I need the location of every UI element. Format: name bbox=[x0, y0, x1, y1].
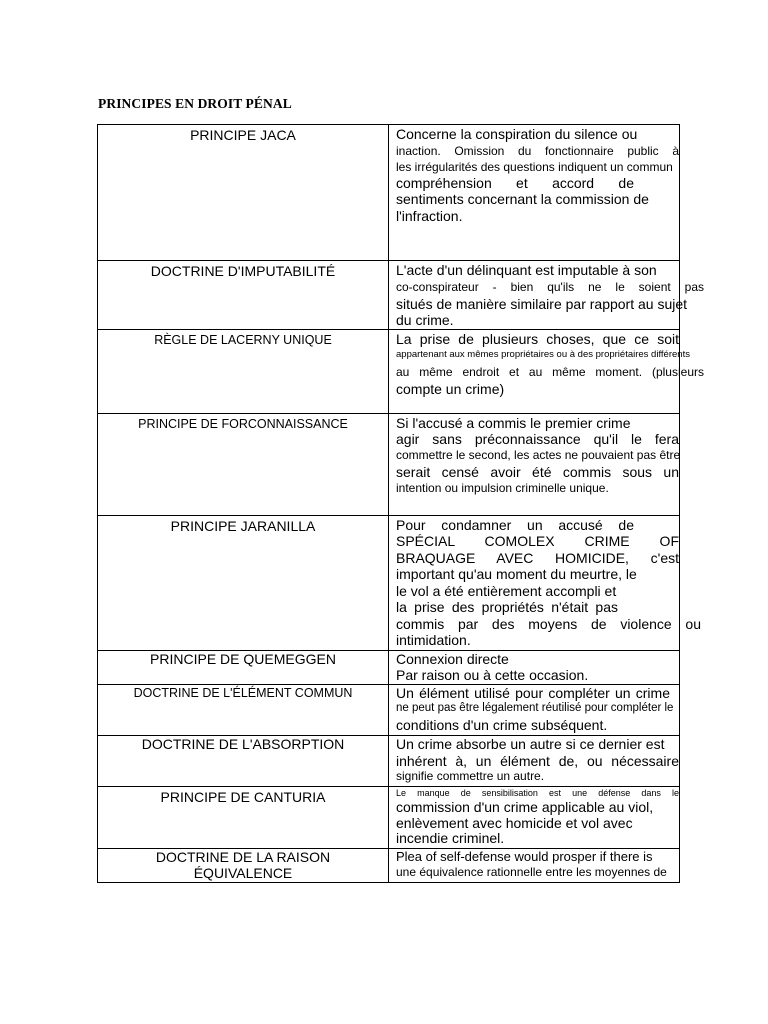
table-row bbox=[98, 736, 680, 787]
principle-name-cell bbox=[98, 787, 389, 849]
description-line: la prise des propriétés n'était pas bbox=[396, 599, 618, 615]
principle-description-cell bbox=[389, 125, 680, 261]
description-line: L'acte d'un délinquant est imputable à son bbox=[396, 262, 657, 278]
description-line: situés de manière similaire par rapport au sujet bbox=[396, 295, 688, 312]
table-row bbox=[98, 125, 680, 261]
table-row bbox=[98, 515, 680, 650]
principle-description bbox=[389, 330, 704, 398]
description-line: l'infraction. bbox=[396, 207, 463, 224]
principle-description bbox=[389, 125, 679, 224]
description-line: sentiments concernant la commission de bbox=[396, 191, 649, 207]
description-line: conditions d'un crime subséquent. bbox=[396, 717, 608, 733]
description-line: Un crime absorbe un autre si ce dernier est bbox=[396, 736, 665, 752]
description-line: Par raison ou à cette occasion. bbox=[396, 667, 589, 683]
description-line: agir sans préconnaissance qu'il le fera bbox=[396, 431, 679, 447]
principle-description-cell bbox=[389, 261, 704, 330]
description-line: le vol a été entièrement accompli et bbox=[396, 582, 617, 599]
description-line: au même endroit et au même moment. (plusieurs bbox=[396, 365, 704, 379]
principle-name bbox=[98, 849, 388, 881]
principle-description-cell bbox=[389, 736, 680, 787]
description-line: Un élément utilisé pour compléter un crime bbox=[396, 684, 670, 701]
principle-name-cell bbox=[98, 684, 389, 736]
principle-description bbox=[389, 736, 679, 784]
principle-name: PRINCIPE JARANILLA bbox=[170, 517, 316, 534]
principles-table bbox=[97, 124, 704, 883]
principle-description-cell bbox=[389, 515, 701, 650]
description-line: ne peut pas être légalement réutilisé pour compléter le bbox=[396, 702, 674, 714]
table-row bbox=[98, 684, 680, 736]
principle-description bbox=[389, 849, 679, 880]
principle-name: PRINCIPE DE QUEMEGGEN bbox=[150, 650, 336, 667]
principle-name-cell bbox=[98, 261, 389, 330]
description-line: Connexion directe bbox=[396, 650, 509, 667]
description-line: intimidation. bbox=[396, 632, 471, 648]
description-line: enlèvement avec homicide et vol avec bbox=[396, 815, 633, 831]
description-line: compréhension et accord de bbox=[396, 174, 634, 191]
description-line: serait censé avoir été commis sous un bbox=[396, 463, 679, 480]
principle-description-cell bbox=[389, 413, 680, 515]
principle-name: RÈGLE DE LACERNY UNIQUE bbox=[154, 332, 332, 347]
description-line: inhérent à, un élément de, ou nécessaire bbox=[396, 752, 679, 769]
principle-name: PRINCIPE DE FORCONNAISSANCE bbox=[138, 416, 348, 431]
principle-name: DOCTRINE DE L'ABSORPTION bbox=[141, 736, 345, 752]
description-line: une équivalence rationnelle entre les moyennes de bbox=[396, 865, 667, 879]
principle-name: DOCTRINE DE L'ÉLÉMENT COMMUN bbox=[133, 685, 353, 700]
principle-name-cell bbox=[98, 736, 389, 787]
description-line: Si l'accusé a commis le premier crime bbox=[396, 414, 631, 431]
principle-name: DOCTRINE D'IMPUTABILITÉ bbox=[150, 263, 336, 279]
description-line: signifie commettre un autre. bbox=[396, 769, 545, 783]
description-line: intention ou impulsion criminelle unique. bbox=[396, 480, 609, 495]
description-line: Plea of self-defense would prosper if there is bbox=[396, 849, 653, 864]
table-row bbox=[98, 329, 680, 413]
principle-description bbox=[389, 651, 679, 684]
document-title: PRINCIPES EN DROIT PÉNAL bbox=[98, 96, 292, 111]
principle-description bbox=[389, 516, 701, 649]
principle-description-cell bbox=[389, 329, 704, 413]
description-line: compte un crime) bbox=[396, 381, 505, 397]
description-line: SPÉCIAL COMOLEX CRIME OF bbox=[396, 533, 679, 549]
description-line: commettre le second, les actes ne pouvaient pas être bbox=[396, 447, 681, 462]
description-line: inaction. Omission du fonctionnaire public à bbox=[396, 143, 679, 158]
principle-name-cell bbox=[98, 125, 389, 261]
table-row bbox=[98, 413, 680, 515]
description-line: commis par des moyens de violence ou bbox=[396, 615, 701, 632]
description-line: appartenant aux mêmes propriétaires ou à des propriétaires différents bbox=[396, 349, 690, 360]
principle-description-cell bbox=[389, 849, 680, 883]
description-line: Le manque de sensibilisation est une défense dans le bbox=[396, 788, 679, 798]
principle-name-cell bbox=[98, 650, 389, 684]
principle-description bbox=[389, 414, 679, 496]
description-line: incendie criminel. bbox=[396, 830, 505, 846]
principle-name: PRINCIPE JACA bbox=[190, 127, 296, 143]
principle-description bbox=[389, 685, 679, 736]
principle-name-cell bbox=[98, 413, 389, 515]
description-line: Concerne la conspiration du silence ou bbox=[396, 126, 638, 142]
table-row bbox=[98, 849, 680, 883]
description-line: co-conspirateur - bien qu'ils ne le soient pas bbox=[396, 279, 704, 294]
principle-name-line: ÉQUIVALENCE bbox=[193, 865, 293, 881]
table-row bbox=[98, 787, 680, 849]
description-line: les irrégularités des questions indiquent un commun bbox=[396, 159, 673, 174]
description-line: du crime. bbox=[396, 312, 454, 328]
principle-name-cell bbox=[98, 849, 389, 883]
principle-name: PRINCIPE DE CANTURIA bbox=[160, 789, 326, 805]
description-line: commission d'un crime applicable au viol, bbox=[396, 799, 654, 815]
description-line: BRAQUAGE AVEC HOMICIDE, c'est bbox=[396, 549, 679, 566]
table-row bbox=[98, 261, 680, 330]
principle-description-cell bbox=[389, 650, 680, 684]
description-line: La prise de plusieurs choses, que ce soit bbox=[396, 330, 679, 347]
principle-description bbox=[389, 787, 679, 845]
description-line: important qu'au moment du meurtre, le bbox=[396, 566, 637, 582]
principle-description-cell bbox=[389, 787, 680, 849]
principle-description bbox=[389, 261, 704, 329]
principle-description-cell bbox=[389, 684, 680, 736]
description-line: Pour condamner un accusé de bbox=[396, 516, 634, 533]
principle-name-cell bbox=[98, 329, 389, 413]
principle-name-line: DOCTRINE DE LA RAISON bbox=[155, 849, 331, 865]
table-row bbox=[98, 650, 680, 684]
principle-name-cell bbox=[98, 515, 389, 650]
